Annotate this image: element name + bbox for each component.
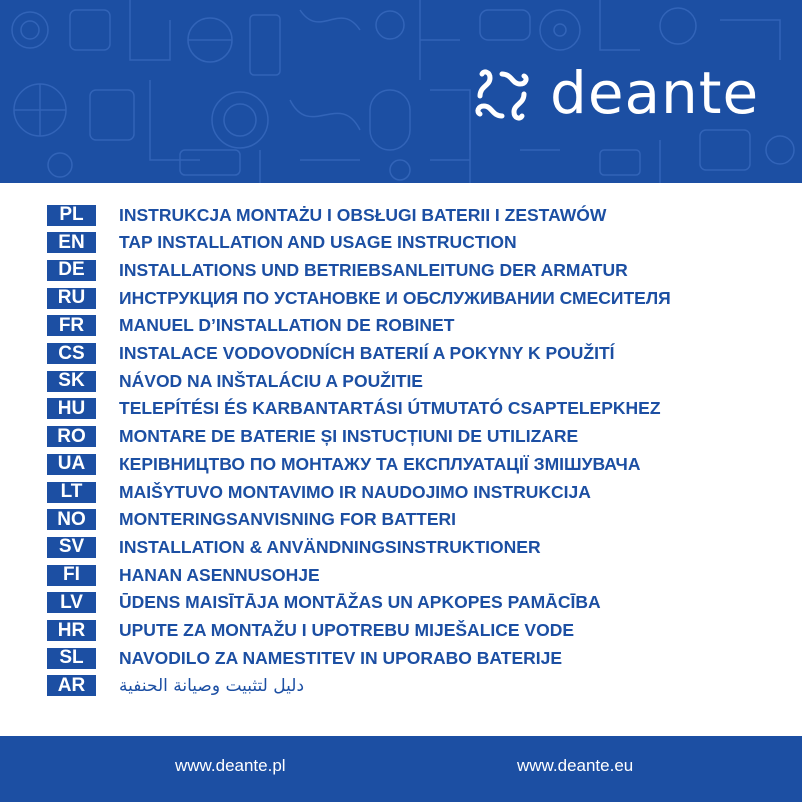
language-code-badge: LV bbox=[47, 592, 96, 613]
language-code-badge: FI bbox=[47, 565, 96, 586]
language-code-badge: EN bbox=[47, 232, 96, 253]
language-code-badge: NO bbox=[47, 509, 96, 530]
language-instruction-title: HANAN ASENNUSOHJE bbox=[119, 564, 320, 585]
language-instruction-title: TELEPÍTÉSI ÉS KARBANTARTÁSI ÚTMUTATÓ CSAPTELEPKHEZ bbox=[119, 398, 661, 419]
language-code-badge: HU bbox=[47, 398, 96, 419]
language-instruction-title: INSTRUKCJA MONTAŻU I OBSŁUGI BATERII I ZESTAWÓW bbox=[119, 204, 607, 225]
language-row bbox=[47, 480, 591, 504]
header-banner bbox=[0, 0, 802, 183]
language-row bbox=[47, 591, 601, 615]
language-row bbox=[47, 314, 454, 338]
language-row bbox=[47, 369, 423, 393]
language-row bbox=[47, 203, 606, 227]
language-code-badge: RO bbox=[47, 426, 96, 447]
language-row bbox=[47, 342, 615, 366]
language-row bbox=[47, 231, 517, 255]
language-code-badge: SL bbox=[47, 648, 96, 669]
language-code-badge: CS bbox=[47, 343, 96, 364]
language-instruction-title: UPUTE ZA MONTAŽU I UPOTREBU MIJEŠALICE VODE bbox=[119, 620, 575, 640]
language-code-badge: UA bbox=[47, 454, 96, 475]
language-row bbox=[47, 397, 661, 421]
language-instruction-title: ŪDENS MAISĪTĀJA MONTĀŽAS UN APKOPES PAMĀCĪBA bbox=[119, 592, 601, 613]
language-instruction-title: INSTALACE VODOVODNÍCH BATERIÍ A POKYNY K POUŽITÍ bbox=[119, 343, 615, 363]
language-code-badge: SK bbox=[47, 371, 96, 392]
language-row bbox=[47, 535, 541, 559]
footer-bar bbox=[0, 736, 802, 802]
language-code-badge: AR bbox=[47, 675, 96, 696]
language-code-badge: RU bbox=[47, 288, 96, 309]
language-row bbox=[47, 619, 574, 643]
language-row bbox=[47, 425, 578, 449]
brand-name: deante bbox=[550, 59, 760, 127]
language-row bbox=[47, 674, 304, 698]
language-code-badge: LT bbox=[47, 482, 96, 503]
language-instruction-title: دليل لتثبيت وصيانة الحنفية bbox=[119, 675, 305, 696]
language-instruction-title: MAIŠYTUVO MONTAVIMO IR NAUDOJIMO INSTRUKCIJA bbox=[119, 481, 591, 502]
language-instruction-title: MONTERINGSANVISNING FOR BATTERI bbox=[119, 509, 457, 530]
deante-logo-icon bbox=[466, 60, 538, 130]
language-row bbox=[47, 452, 640, 476]
website-link-eu[interactable]: www.deante.eu bbox=[517, 756, 634, 775]
language-code-badge: SV bbox=[47, 537, 96, 558]
language-instruction-title: NAVODILO ZA NAMESTITEV IN UPORABO BATERIJE bbox=[119, 647, 563, 668]
website-link-pl[interactable]: www.deante.pl bbox=[175, 756, 286, 775]
language-instruction-title: MONTARE DE BATERIE ȘI INSTUCȚIUNI DE UTILIZARE bbox=[119, 426, 579, 447]
language-instruction-title: TAP INSTALLATION AND USAGE INSTRUCTION bbox=[119, 232, 517, 253]
language-instruction-title: INSTALLATIONS UND BETRIEBSANLEITUNG DER ARMATUR bbox=[119, 259, 628, 280]
language-code-badge: DE bbox=[47, 260, 96, 281]
language-instruction-title: NÁVOD NA INŠTALÁCIU A POUŽITIE bbox=[119, 370, 423, 391]
language-row bbox=[47, 563, 320, 587]
language-code-badge: FR bbox=[47, 315, 96, 336]
language-code-badge: PL bbox=[47, 205, 96, 226]
language-row bbox=[47, 646, 562, 670]
language-row bbox=[47, 258, 628, 282]
language-instruction-title: MANUEL D’INSTALLATION DE ROBINET bbox=[119, 315, 455, 336]
language-instruction-title: КЕРІВНИЦТВО ПО МОНТАЖУ ТА ЕКСПЛУАТАЦІЇ ЗМІШУВАЧА bbox=[119, 453, 641, 474]
language-instruction-title: INSTALLATION & ANVÄNDNINGSINSTRUKTIONER bbox=[119, 536, 541, 557]
language-row bbox=[47, 286, 671, 310]
language-code-badge: HR bbox=[47, 620, 96, 641]
brand-logo bbox=[466, 60, 759, 130]
language-instruction-title: ИНСТРУКЦИЯ ПО УСТАНОВКЕ И ОБСЛУЖИВАНИИ СМЕСИТЕЛЯ bbox=[119, 287, 671, 308]
language-row bbox=[47, 508, 456, 532]
